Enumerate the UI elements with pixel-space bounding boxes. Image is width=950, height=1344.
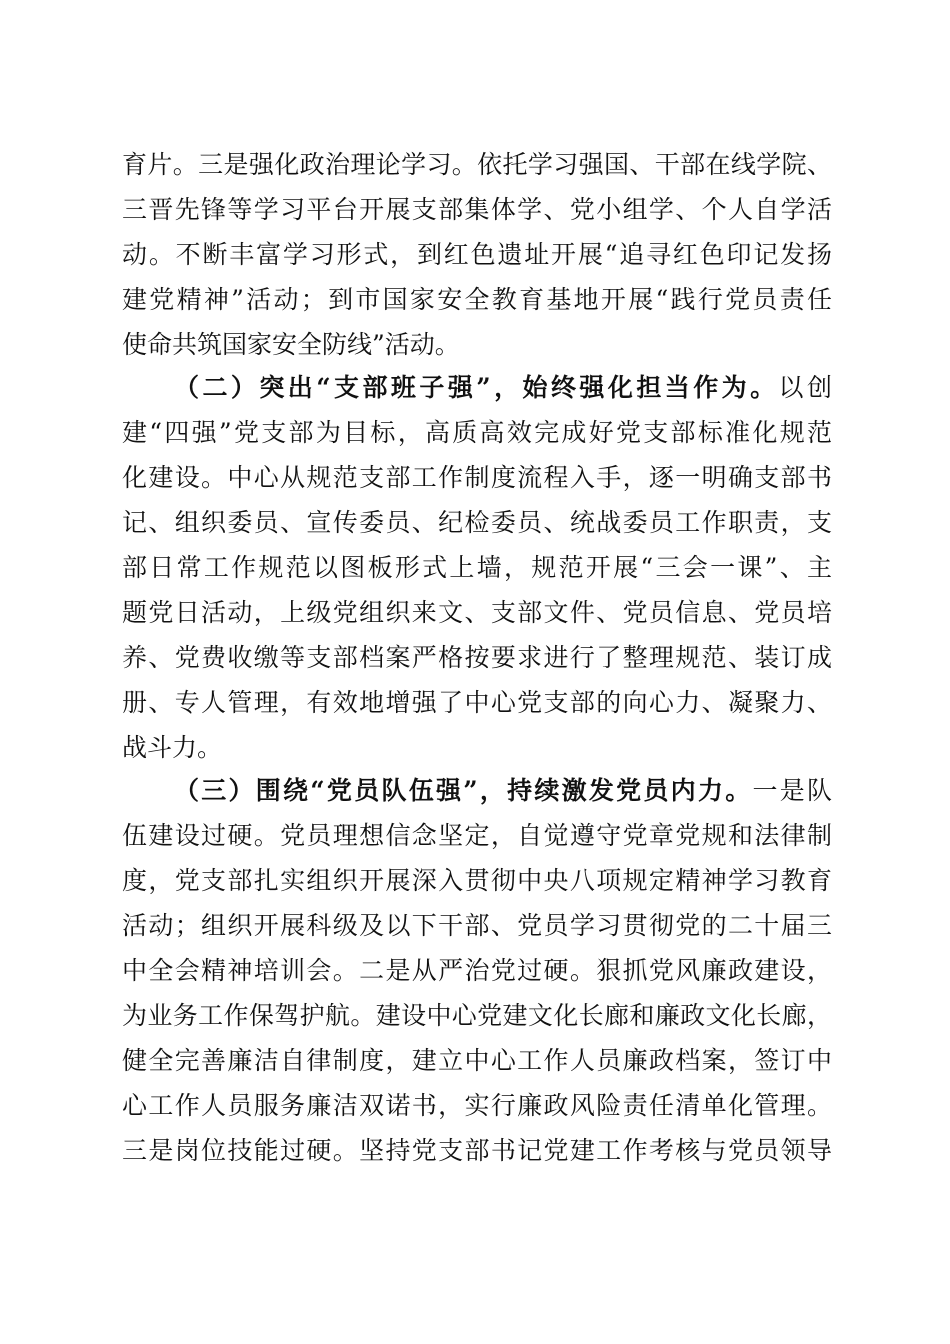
body-text-line: 建“四强”党支部为目标，高质高效完成好党支部标准化规范 [122,418,832,447]
section-heading: （二）突出“支部班子强”，始终强化担当作为。 [174,373,779,402]
body-text-line: 为业务工作保驾护航。建设中心党建文化长廊和廉政文化长廊， [122,1001,832,1030]
section-heading-line [174,373,832,403]
body-text-line: 部日常工作规范以图板形式上墙，规范开展“三会一课”、主 [122,553,832,582]
body-text-line: 活动；组织开展科级及以下干部、党员学习贯彻党的二十届三 [122,911,832,940]
body-text-line: 养、党费收缴等支部档案严格按要求进行了整理规范、装订成 [122,643,832,672]
body-text-line: 化建设。中心从规范支部工作制度流程入手，逐一明确支部书 [122,463,832,492]
body-text: 以创 [778,373,832,402]
body-text-line: 伍建设过硬。党员理想信念坚定，自觉遵守党章党规和法律制 [122,821,832,850]
body-text: 一是队 [752,776,832,805]
body-text-line: 度，党支部扎实组织开展深入贯彻中央八项规定精神学习教育 [122,866,832,895]
body-text-line: 题党日活动，上级党组织来文、支部文件、党员信息、党员培 [122,598,832,627]
body-text-line: 建党精神”活动；到市国家安全教育基地开展“践行党员责任 [122,285,832,314]
body-text-line: 三晋先锋等学习平台开展支部集体学、党小组学、个人自学活 [122,195,832,224]
body-text-line: 中全会精神培训会。二是从严治党过硬。狠抓党风廉政建设， [122,956,832,985]
section-heading-line [174,776,832,806]
body-text-line: 心工作人员服务廉洁双诺书，实行廉政风险责任清单化管理。 [122,1091,832,1120]
section-heading: （三）围绕“党员队伍强”，持续激发党员内力。 [174,776,753,805]
body-text-line: 使命共筑国家安全防线”活动。 [122,330,460,359]
body-text-line: 健全完善廉洁自律制度，建立中心工作人员廉政档案，签订中 [122,1046,832,1075]
body-text-line: 册、专人管理，有效地增强了中心党支部的向心力、凝聚力、 [122,688,832,717]
body-text-line: 记、组织委员、宣传委员、纪检委员、统战委员工作职责，支 [122,508,832,537]
body-text-line: 育片。三是强化政治理论学习。依托学习强国、干部在线学院、 [122,150,832,179]
body-text-line: 三是岗位技能过硬。坚持党支部书记党建工作考核与党员领导 [122,1136,832,1165]
body-text-line: 战斗力。 [122,733,223,762]
body-text-line: 动。不断丰富学习形式，到红色遗址开展“追寻红色印记发扬 [122,240,832,269]
